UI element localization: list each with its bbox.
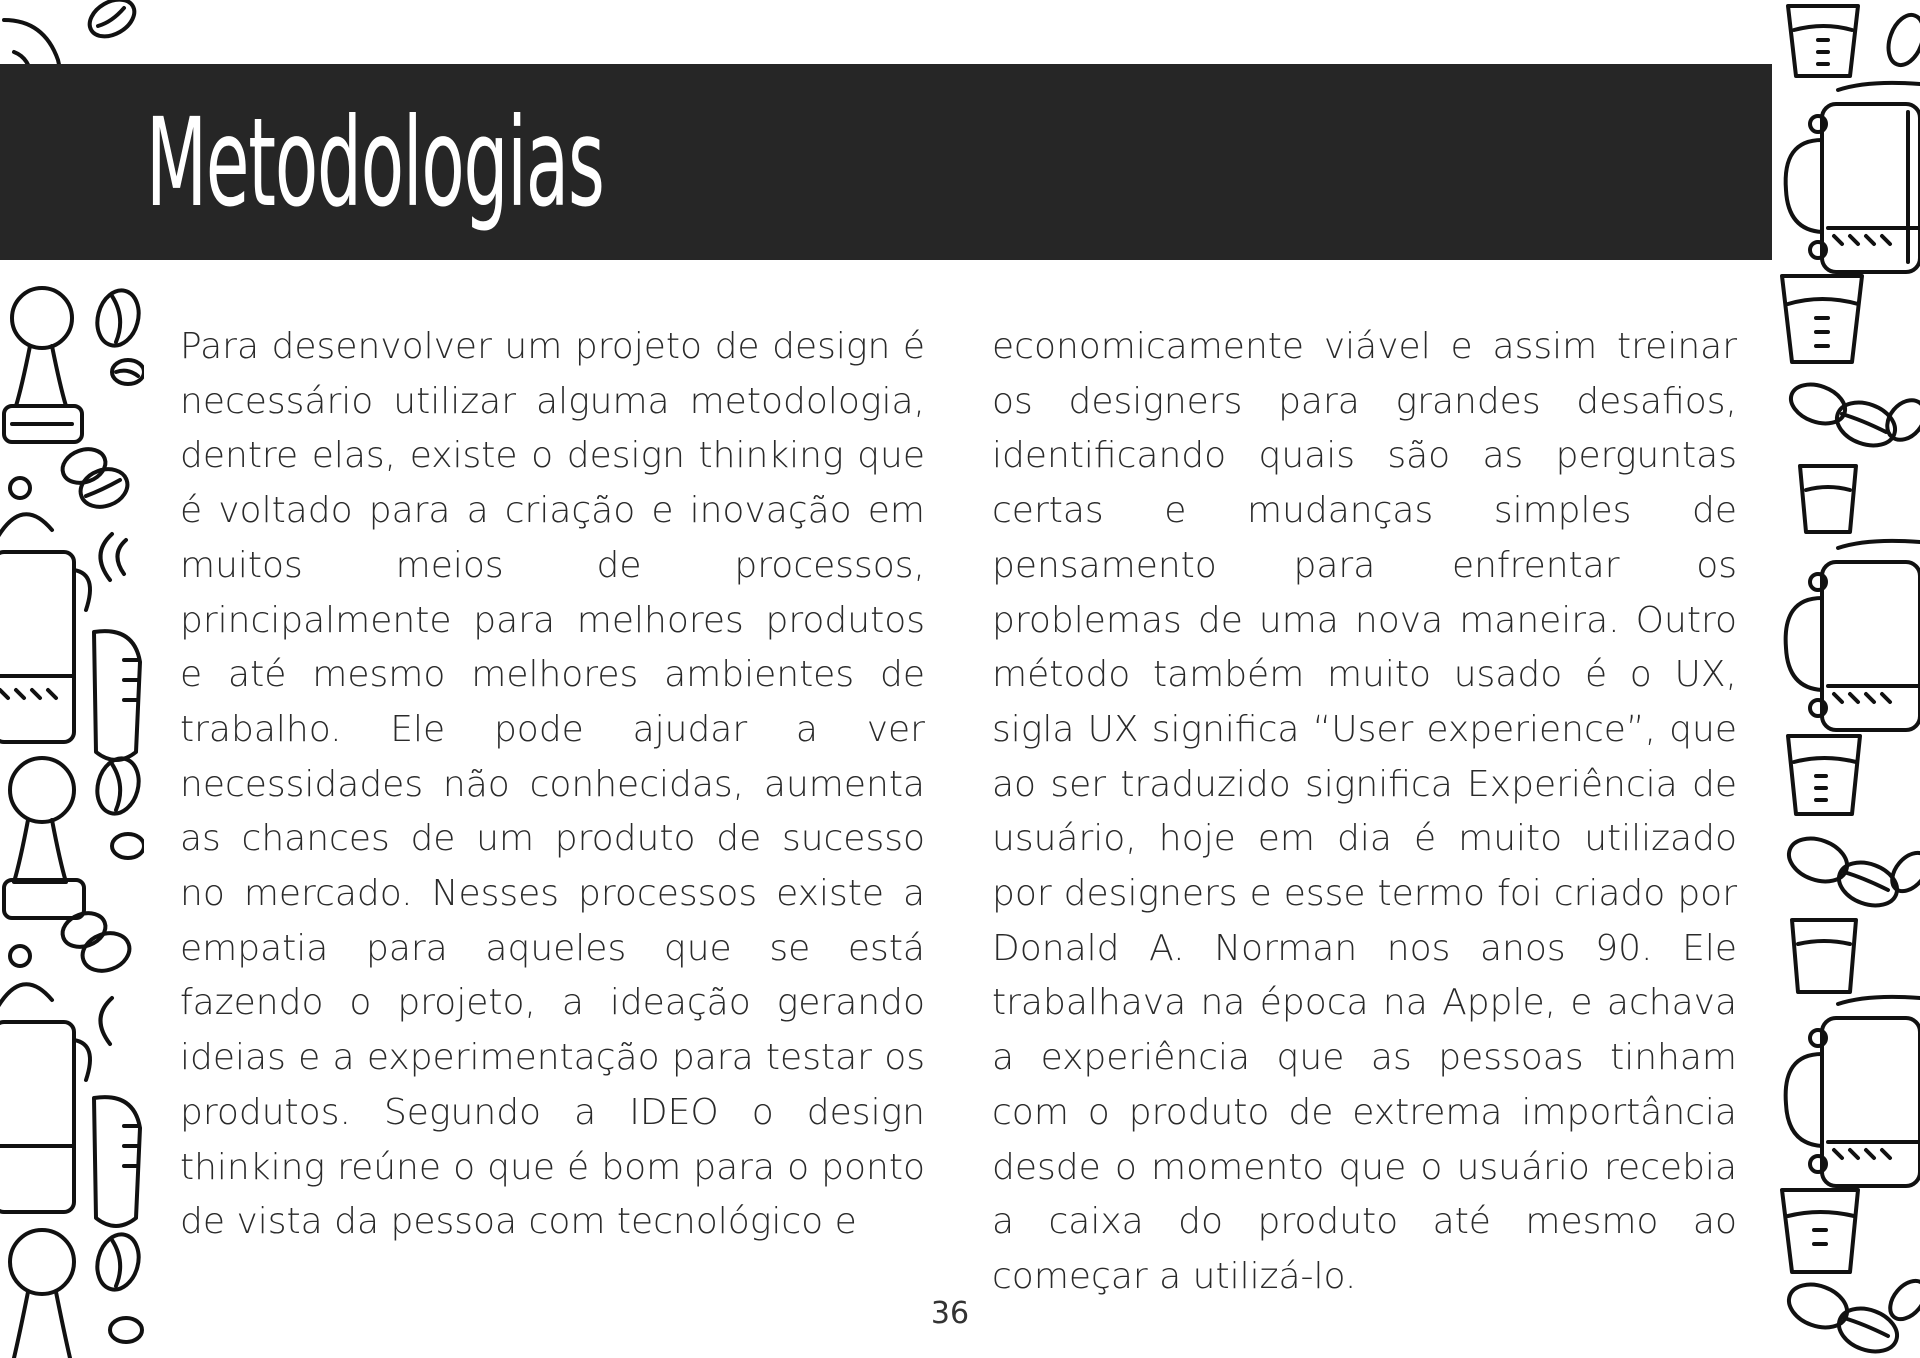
coffee-bean-icon [112, 834, 144, 858]
measuring-glass-icon [1782, 1190, 1858, 1272]
french-press-icon [0, 478, 90, 742]
measuring-glass-icon [1782, 276, 1862, 362]
coffee-bean-icon [91, 754, 144, 818]
french-press-icon [1786, 83, 1920, 272]
page-number: 36 [930, 1296, 970, 1331]
coffee-bean-icon [83, 0, 141, 44]
measuring-glass-icon [1792, 920, 1856, 992]
measuring-glass-icon [1788, 736, 1860, 814]
coffee-bean-icon [112, 360, 144, 384]
coffee-cup-icon [94, 631, 140, 760]
coffee-bean-icon [1882, 10, 1920, 70]
coffee-tamper-icon [10, 1230, 74, 1358]
measuring-glass-icon [1788, 6, 1858, 76]
coffee-bean-icon [91, 1230, 144, 1294]
coffee-bean-icon [1783, 831, 1920, 913]
measuring-glass-icon [1800, 466, 1856, 532]
coffee-bean-icon [58, 443, 133, 513]
body-text-left-column: Para desenvolver um projeto de design é necessário utilizar alguma metodologia, dentre elas, existe o design thinking que é voltado para a criação e inovação em muitos meios de processos, principalmente para melhores produtos e até mesmo melhores ambientes de trabalho. Ele pode ajudar a ver necessidades não conhecidas, aumenta as chances de um produto de sucesso no mercado. Nesses processos existe a empatia para aqueles que se está fazendo o projeto, a ideação gerando ideias e a experimentação para testar os produtos. Segundo a IDEO o design thinking reúne o que é bom para o ponto de vista da pessoa com tecnológico e [180, 326, 925, 1243]
coffee-bean-icon [91, 286, 144, 350]
coffee-bean-icon [100, 998, 112, 1044]
french-press-icon [0, 946, 90, 1212]
coffee-bean-icon [110, 1318, 142, 1342]
coffee-bean-icon [1783, 1274, 1920, 1358]
body-text-right-column: economicamente viável e assim treinar os designers para grandes desafios, identificando quais são as perguntas certas e mudanças simples de pensamento para enfrentar os problemas de uma nova maneira. Outro método também muito usado é o UX, sigla UX significa “User experience”, que ao ser traduzido significa Experiência de usuário, hoje em dia é muito utilizado por designers e esse termo foi criado por Donald A. Norman nos anos 90. Ele trabalhava na época na Apple, e achava a experiência que as pessoas tinham com o produto de extrema importância desde o momento que o usuário recebia a caixa do produto até mesmo ao começar a utilizá-lo. [992, 326, 1737, 1297]
french-press-icon [1786, 541, 1920, 730]
coffee-bean-icon [100, 534, 126, 580]
page-title: Metodologias [146, 92, 604, 234]
coffee-tamper-icon [4, 288, 82, 442]
coffee-doodle-border-right [1778, 0, 1920, 1358]
coffee-cup-icon [94, 1097, 140, 1226]
coffee-tamper-icon [4, 758, 84, 918]
french-press-icon [1786, 997, 1920, 1186]
coffee-bean-icon [58, 907, 135, 977]
coffee-bean-icon [1786, 378, 1920, 454]
